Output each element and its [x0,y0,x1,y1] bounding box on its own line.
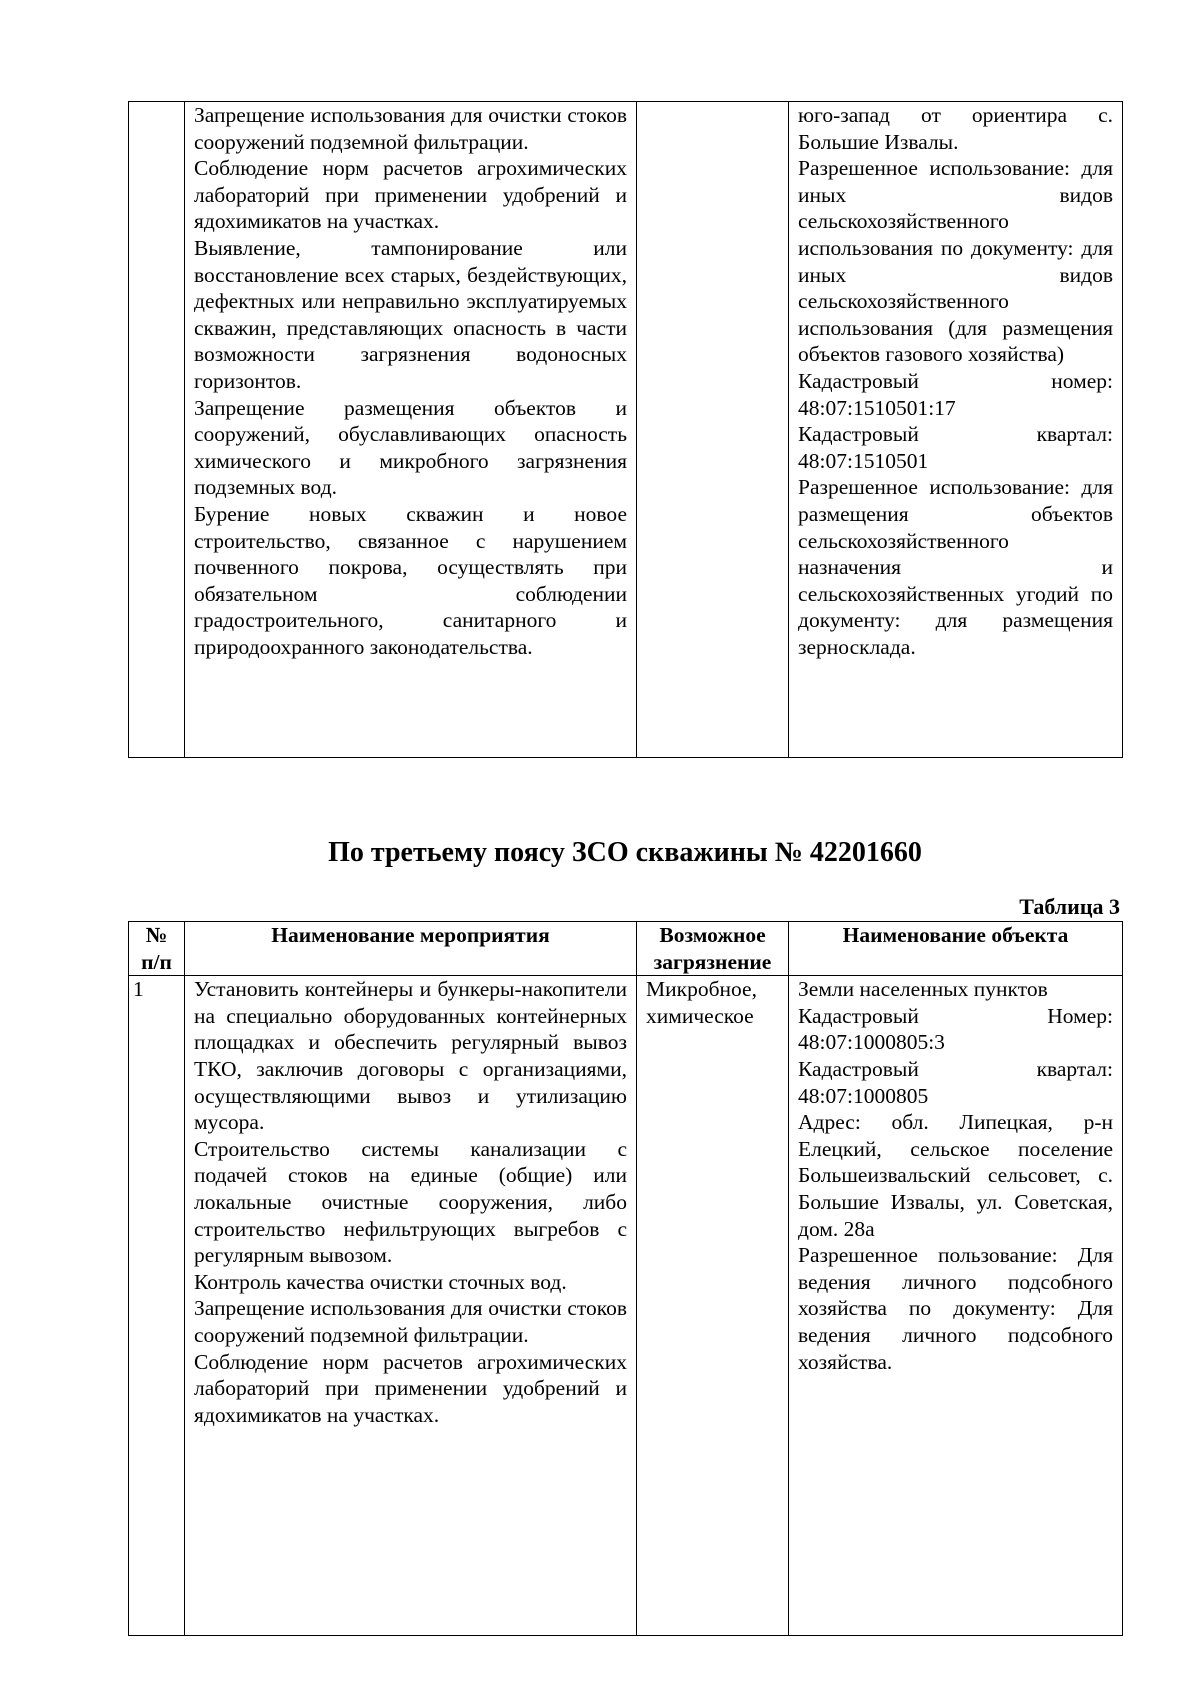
object-paragraph: юго-запад от ориентира с. Большие Извалы. [798,103,1113,154]
cell-measures [185,102,637,758]
object-paragraph: Кадастровый квартал: 48:07:1510501 [798,422,1113,473]
object-paragraph: Адрес: обл. Липецкая, р-н Елецкий, сельское поселение Большеизвальский сельсовет, с. Большие Извалы, ул. Советская, дом. 28а [798,1110,1113,1241]
header-measure: Наименование мероприятия [185,922,637,976]
cell-pollution [637,102,789,758]
object-paragraph: Разрешенное пользование: Для ведения личного подсобного хозяйства по документу: Для ведения личного подсобного хозяйства. [798,1243,1113,1374]
measure-paragraph: Выявление, тампонирование или восстановление всех старых, бездействующих, дефектных или неправильно эксплуатируемых скважин, представляющих опасность в части возможности загрязнения водоносных горизонтов. [194,235,627,393]
measure-paragraph: Соблюдение норм расчетов агрохимических лабораторий при применении удобрений и ядохимикатов на участках. [194,156,627,234]
measure-paragraph: Контроль качества очистки сточных вод. [194,1269,567,1294]
cell-object [789,976,1123,1636]
table-row [129,976,1123,1636]
measure-paragraph: Установить контейнеры и бункеры-накопители на специально оборудованных контейнерных площадках и обеспечить регулярный вывоз ТКО, заключив договоры с организациями, осуществляющими вывоз и утилизацию мусора. [194,977,627,1135]
continued-table [128,101,1123,758]
table-label: Таблица 3 [1019,894,1120,919]
pollution-line: химическое [646,1003,754,1028]
cell-object [789,102,1123,758]
object-paragraph: Разрешенное использование: для иных видов сельскохозяйственного использования по документу: для иных видов сельскохозяйственного использования (для размещения объектов газового хозяйства) [798,156,1113,367]
table-header-row [129,922,1123,976]
measure-paragraph: Соблюдение норм расчетов агрохимических лабораторий при применении удобрений и ядохимикатов на участках. [194,1349,627,1427]
cell-measures [185,976,637,1636]
measure-paragraph: Запрещение использования для очистки стоков сооружений подземной фильтрации. [194,103,627,154]
cell-pollution [637,976,789,1636]
measure-paragraph: Запрещение использования для очистки стоков сооружений подземной фильтрации. [194,1296,627,1347]
header-object: Наименование объекта [789,922,1123,976]
object-paragraph: Кадастровый Номер: 48:07:1000805:3 [798,1003,1113,1055]
section-heading: По третьему поясу ЗСО скважины № 42201660 [328,837,922,868]
object-paragraph: Разрешенное использование: для размещения объектов сельскохозяйственного назначения и сельскохозяйственных угодий по документу: для размещения зерносклада. [798,475,1113,659]
table-3 [128,921,1123,1636]
header-number: № п/п [129,922,185,976]
measure-paragraph: Бурение новых скважин и новое строительство, связанное с нарушением почвенного покрова, осуществлять при обязательном соблюдении градостроительного, санитарного и природоохранного законодательства. [194,501,627,659]
measure-paragraph: Строительство системы канализации с подачей стоков на единые (общие) или локальные очистные сооружения, либо строительство нефильтрующих выгребов с регулярным вывозом. [194,1136,627,1268]
cell-number [129,102,185,758]
pollution-line: Микробное, [646,977,757,1002]
cell-number: 1 [129,976,185,1636]
object-paragraph: Земли населенных пунктов [798,977,1048,1002]
header-pollution: Возможное загрязнение [637,922,789,976]
object-paragraph: Кадастровый номер: 48:07:1510501:17 [798,368,1113,420]
object-paragraph: Кадастровый квартал: 48:07:1000805 [798,1056,1113,1108]
measure-paragraph: Запрещение размещения объектов и сооружений, обуславливающих опасность химического и микробного загрязнения подземных вод. [194,395,627,500]
table-row [129,102,1123,758]
